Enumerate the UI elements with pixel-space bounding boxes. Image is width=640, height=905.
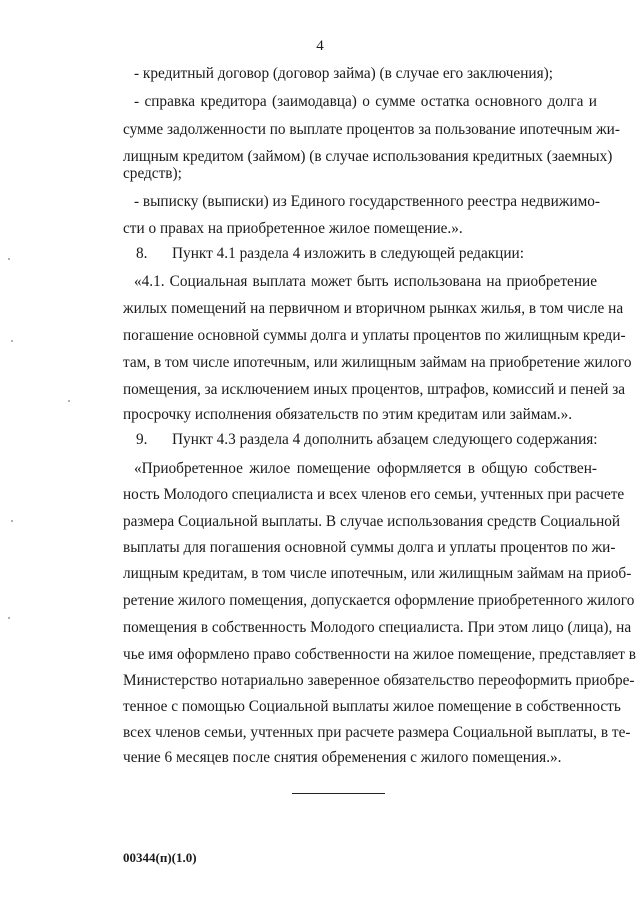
closing-rule [292, 793, 385, 794]
text-line: лищным кредитам, в том числе ипотечным, или жилищным займам на приоб- [123, 565, 632, 582]
text-line: лищным кредитом (займом) (в случае использования кредитных (заемных) [123, 148, 613, 165]
scan-speck [68, 400, 70, 402]
item-number: 8. [136, 245, 148, 262]
page-number: 4 [316, 38, 324, 54]
text-line: сумме задолженности по выплате процентов за пользование ипотечным жи- [123, 121, 620, 138]
text-line: размера Социальной выплаты. В случае использования средств Социальной [123, 513, 621, 530]
text-line: погашение основной суммы долга и уплаты процентов по жилищным креди- [123, 327, 626, 344]
scan-speck [11, 520, 13, 522]
text-line: Министерство нотариально заверенное обязательство переоформить приобре- [123, 672, 635, 689]
scan-speck [8, 258, 10, 260]
item-text: Пункт 4.1 раздела 4 изложить в следующей редакции: [172, 245, 524, 262]
text-line: «4.1. Социальная выплата может быть использована на приобретение [134, 273, 597, 290]
text-line: чье имя оформлено право собственности на жилое помещение, представляет в [123, 646, 637, 663]
scan-speck [11, 340, 13, 342]
text-line: сти о правах на приобретенное жилое помещение.». [123, 220, 463, 237]
scan-speck [8, 617, 10, 619]
text-line: ность Молодого специалиста и всех членов его семьи, учтенных при расчете [123, 486, 625, 503]
text-line: выплаты для погашения основной суммы долга и уплаты процентов по жи- [123, 539, 616, 556]
text-line: - справка кредитора (заимодавца) о сумме остатка основного долга и [134, 93, 597, 110]
text-line: - кредитный договор (договор займа) (в случае его заключения); [134, 65, 553, 82]
text-line: жилых помещений на первичном и вторичном рынках жилья, в том числе на [123, 300, 624, 317]
document-code: 00344(п)(1.0) [123, 850, 197, 865]
text-line: «Приобретенное жилое помещение оформляется в общую собствен- [134, 460, 597, 477]
text-line: помещения в собственность Молодого специалиста. При этом лицо (лица), на [123, 619, 632, 636]
text-line: помещения, за исключением иных процентов, штрафов, комиссий и пеней за [123, 381, 626, 398]
text-line: средств); [123, 165, 182, 182]
item-number: 9. [136, 431, 148, 448]
item-text: Пункт 4.3 раздела 4 дополнить абзацем следующего содержания: [172, 431, 598, 448]
text-line: тенное с помощью Социальной выплаты жилое помещение в собственность [123, 698, 621, 715]
text-line: там, в том числе ипотечным, или жилищным займам на приобретение жилого [123, 354, 632, 371]
text-line: ретение жилого помещения, допускается оформление приобретенного жилого [123, 592, 635, 609]
text-line: - выписку (выписки) из Единого государственного реестра недвижимо- [134, 193, 601, 210]
text-line: всех членов семьи, учтенных при расчете размера Социальной выплаты, в те- [123, 724, 631, 741]
text-line: чение 6 месяцев после снятия обременения с жилого помещения.». [123, 749, 562, 766]
text-line: просрочку исполнения обязательств по этим кредитам или займам.». [123, 406, 573, 423]
